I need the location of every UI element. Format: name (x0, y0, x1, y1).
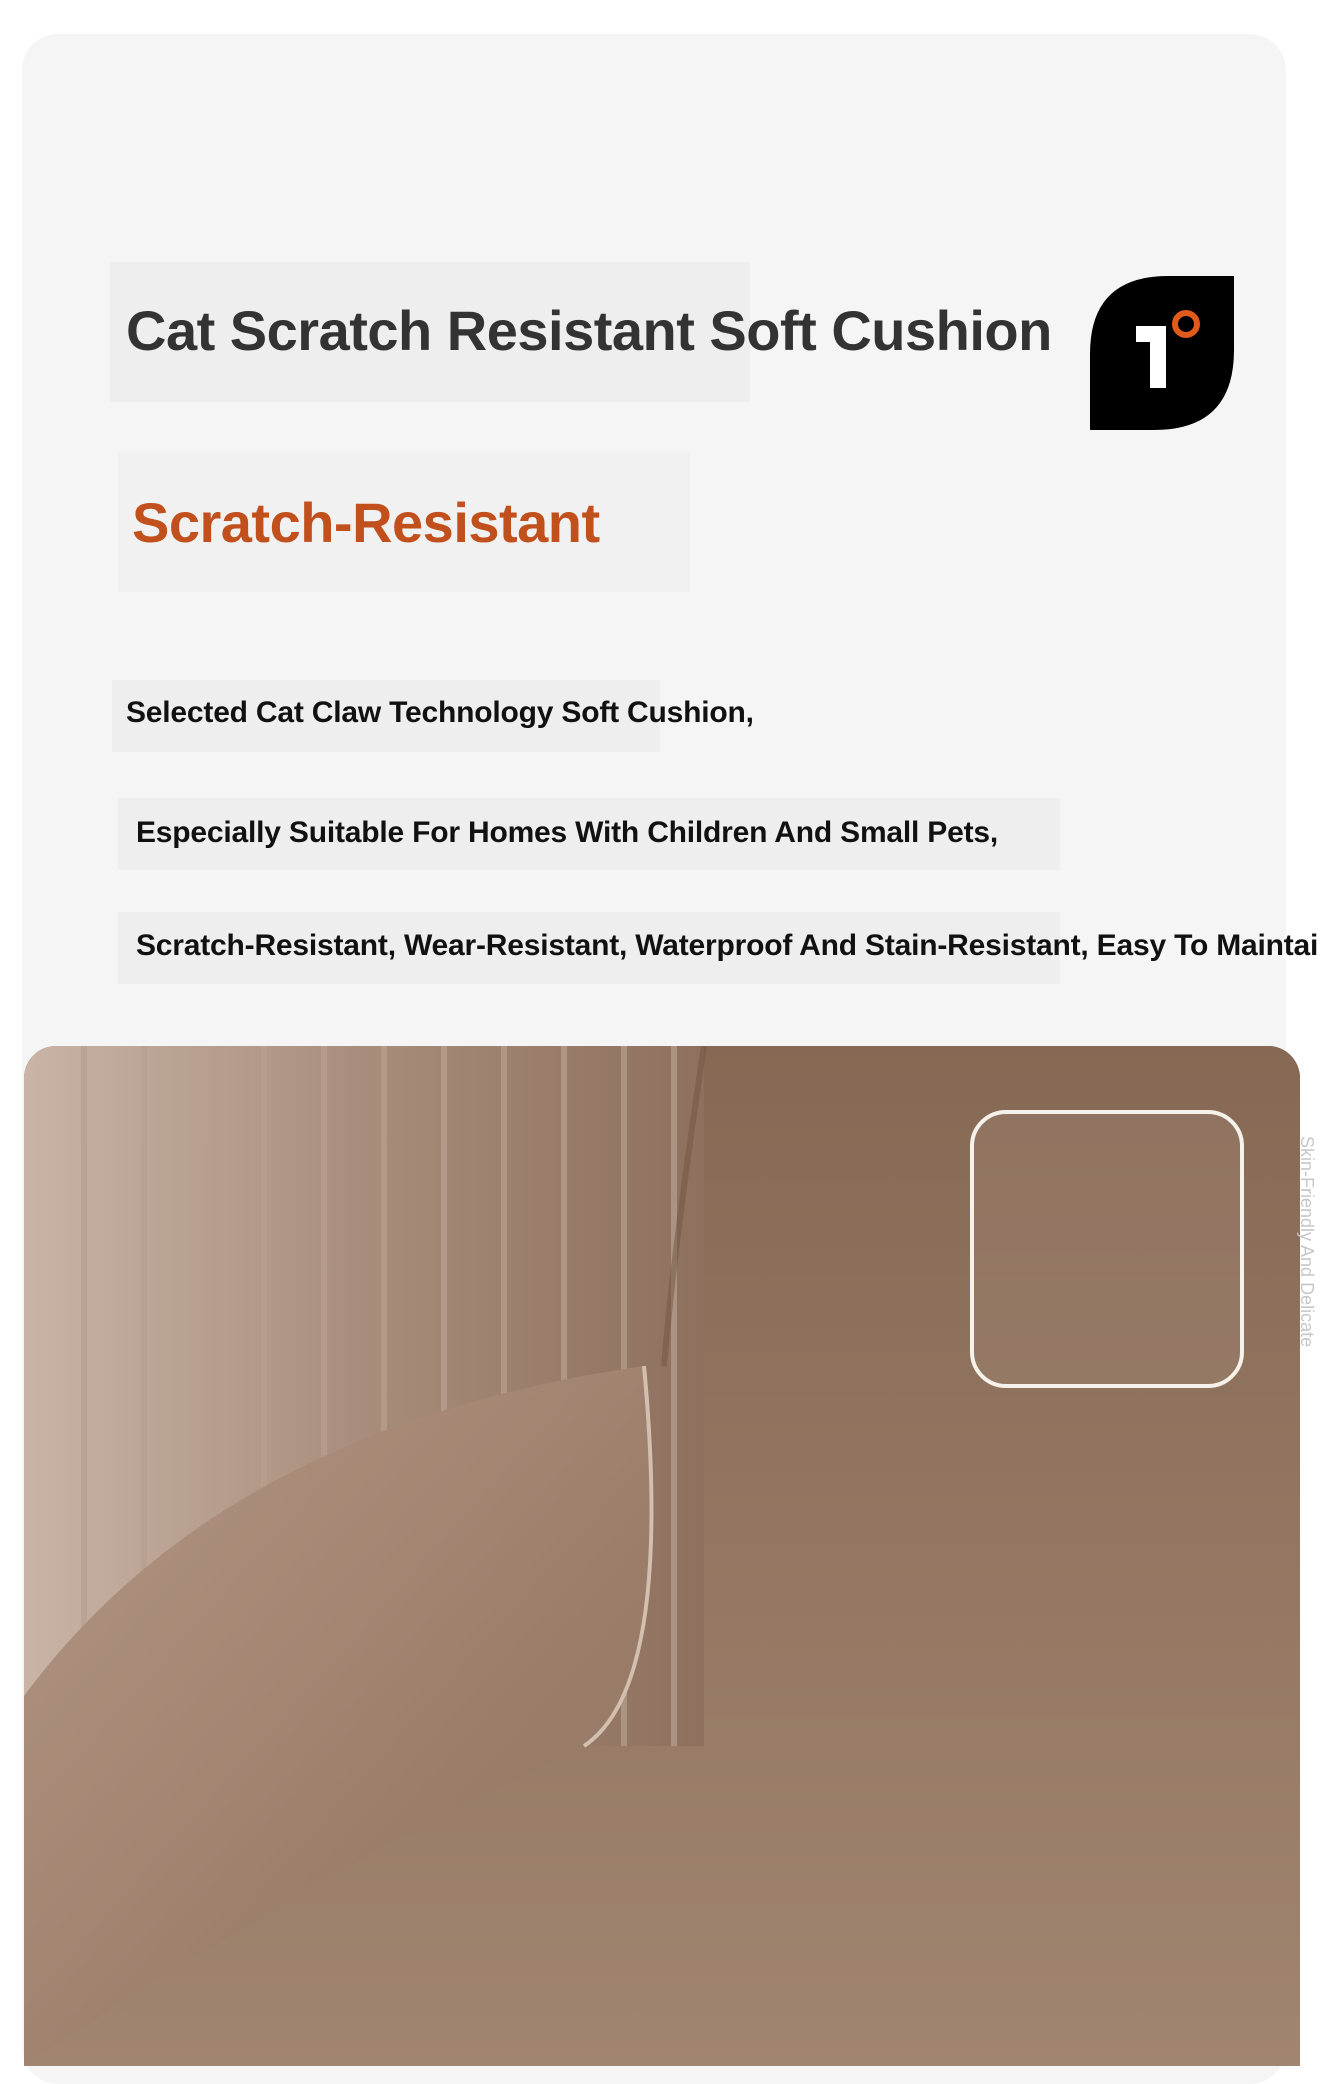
brand-logo-icon (1090, 276, 1234, 430)
feature-heading: Scratch-Resistant (132, 491, 600, 554)
feature-line: Scratch-Resistant, Wear-Resistant, Waterproof And Stain-Resistant, Easy To Maintai (136, 929, 1319, 962)
feature-line: Selected Cat Claw Technology Soft Cushion, (126, 696, 754, 729)
page-title: Cat Scratch Resistant Soft Cushion (126, 299, 1052, 362)
side-caption: Skin-Friendly And Delicate (1297, 1136, 1317, 1348)
feature-line: Especially Suitable For Homes With Children And Small Pets, (136, 816, 999, 849)
detail-frame (970, 1110, 1244, 1388)
